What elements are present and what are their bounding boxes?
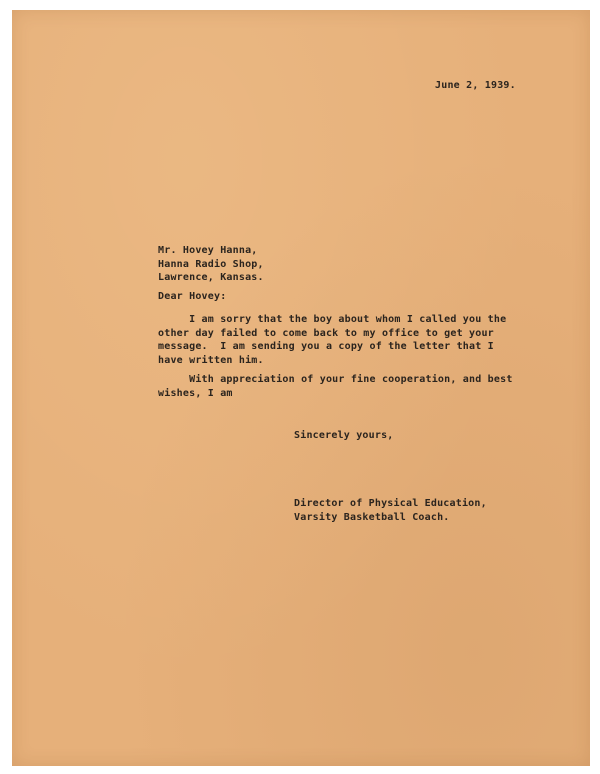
complimentary-close: Sincerely yours, xyxy=(294,430,394,441)
signature-block xyxy=(294,497,487,524)
body-line: I am sorry that the boy about whom I called you the xyxy=(158,314,507,325)
signature-title-line: Varsity Basketball Coach. xyxy=(294,511,450,523)
body-line: have written him. xyxy=(158,354,264,366)
address-line-name: Mr. Hovey Hanna, xyxy=(158,245,258,256)
signature-title-line: Director of Physical Education, xyxy=(294,498,487,509)
recipient-address xyxy=(158,244,264,285)
address-line-city: Lawrence, Kansas. xyxy=(158,272,264,283)
body-line: wishes, I am xyxy=(158,387,233,399)
body-paragraph-2 xyxy=(158,373,513,400)
body-paragraph-1 xyxy=(158,313,506,367)
body-line: message. I am sending you a copy of the letter that I xyxy=(158,341,494,352)
body-line: With appreciation of your fine cooperation, and best xyxy=(158,374,513,385)
letter-date: June 2, 1939. xyxy=(435,80,516,91)
letter-page xyxy=(12,10,590,766)
body-line: other day failed to come back to my office to get your xyxy=(158,327,494,339)
salutation: Dear Hovey: xyxy=(158,291,227,302)
address-line-business: Hanna Radio Shop, xyxy=(158,258,264,270)
